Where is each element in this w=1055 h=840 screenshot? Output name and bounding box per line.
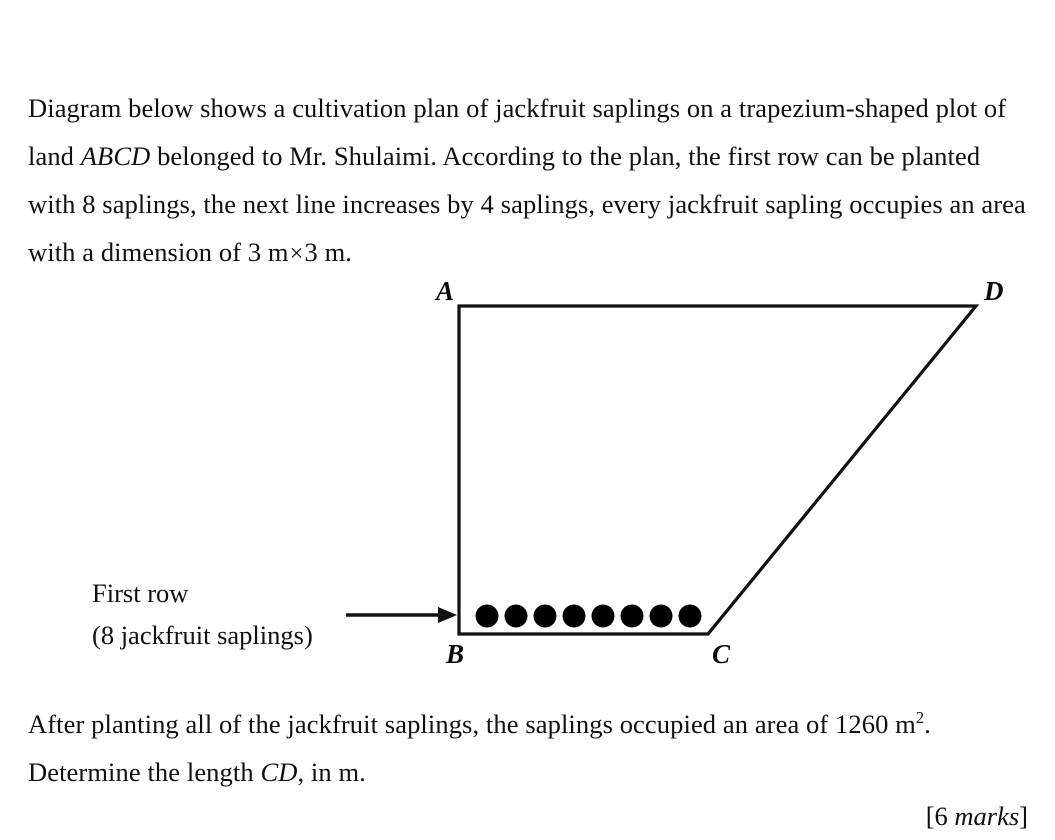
closing-text-part-2: . Determine the length	[28, 709, 931, 787]
sapling-dot	[679, 605, 702, 628]
multiplication-sign-icon: ×	[289, 240, 304, 267]
intro-text-part-2: belonged to Mr. Shulaimi. According to the plan, the first row can be planted with 8 saplings, the next line increases by 4 saplings, every jackfruit sapling occupies an area with a dimension of 3 m	[28, 141, 1026, 267]
vertex-label-a: A	[436, 276, 455, 306]
segment-name-cd: CD	[260, 757, 298, 787]
intro-text-part-3: 3 m.	[304, 237, 353, 267]
caption-line-1: First row	[92, 578, 189, 608]
shape-name-abcd: ABCD	[80, 141, 151, 171]
marks-close-bracket: ]	[1019, 801, 1028, 831]
sapling-dot	[592, 605, 615, 628]
sapling-dot	[650, 605, 673, 628]
sapling-row	[476, 605, 702, 628]
sapling-dot	[621, 605, 644, 628]
area-exponent: 2	[915, 708, 925, 728]
first-row-caption	[92, 572, 313, 656]
vertex-label-c: C	[712, 639, 731, 669]
caption-line-2: (8 jackfruit saplings)	[92, 620, 313, 650]
sapling-dot	[505, 605, 528, 628]
sapling-dot	[563, 605, 586, 628]
sapling-dot	[476, 605, 499, 628]
sapling-dot	[534, 605, 557, 628]
vertex-label-b: B	[446, 639, 465, 669]
intro-text-part-1: Diagram below shows a cultivation plan of jackfruit saplings on a trapezium-shaped plot of land	[28, 93, 1007, 171]
marks-word: marks	[954, 801, 1020, 831]
first-row-arrow-icon	[346, 607, 457, 623]
marks-label	[926, 800, 1028, 832]
marks-open-bracket: [6	[925, 801, 955, 831]
intro-paragraph	[28, 84, 1028, 278]
vertex-label-d: D	[984, 276, 1004, 306]
closing-paragraph	[28, 700, 1038, 796]
closing-text-part-1: After planting all of the jackfruit saplings, the saplings occupied an area of 1260 m	[28, 709, 916, 739]
closing-text-part-3: , in m.	[297, 757, 366, 787]
trapezium-outline	[459, 306, 976, 634]
